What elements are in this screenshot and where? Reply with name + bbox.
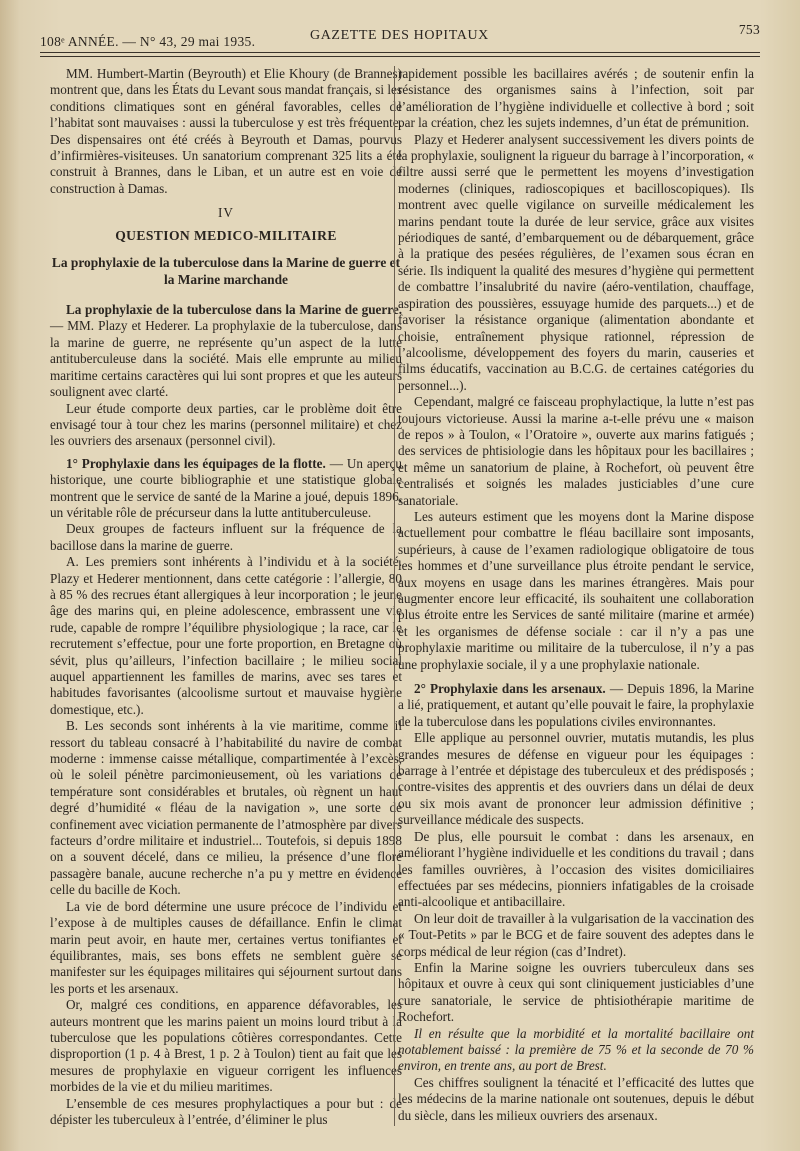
- paragraph: Ces chiffres soulignent la ténacité et l’efficacité des luttes que les médecins de la marine nationale ont soutenues, depuis le début du siècle, dans les milieux ouvriers des arsenaux.: [398, 1074, 754, 1123]
- paragraph: Enfin la Marine soigne les ouvriers tuberculeux dans ses hôpitaux et ouvre à ceux qui sont cliniquement justiciables d’une cure sanatoriale, le service de phtisiothérapie maritime de Rochefort.: [398, 959, 754, 1025]
- paragraph: [50, 456, 402, 522]
- running-header: [40, 22, 760, 50]
- paragraph: Or, malgré ces conditions, en apparence défavorables, les auteurs montrent que les marins paient un moins lourd tribut à la tuberculose que les populations côtières correspondantes. Cette disproportion (1 p. 4 à Brest, 1 p. 2 à Toulon) tient au fait que les mesures de prophylaxie en vigueur corrigent les influences morbides de la vie et du milieu maritimes.: [50, 997, 402, 1095]
- paragraph-body: — Un aperçu historique, une courte bibliographie et une statistique globale montrent que le service de santé de la Marine a joué, depuis 1896, un véritable rôle de précurseur dans la lutte antituberculeuse.: [50, 455, 402, 520]
- paragraph: Les auteurs estiment que les moyens dont la Marine dispose actuellement pour combattre le fléau bacillaire sont imposants, supérieurs, à cause de l’examen radiologique obligatoire de tous les hommes et d’une surveillance plus étroite pendant le service, aux moyens en usage dans les marines étrangères. Mais pour augmenter encore leur efficacité, ils souhaitent une collaboration plus étroite entre les Services de santé militaire (marine et armée) et les organismes de défense sociale : car il n’y a pas une prophylaxie maritime ou militaire de la tuberculose, il n’y a pas une prophylaxie sociale, il y a une prophylaxie nationale.: [398, 508, 754, 672]
- section-number: IV: [218, 205, 234, 221]
- paragraph: Deux groupes de facteurs influent sur la fréquence de la bacillose dans la marine de guerre.: [50, 521, 402, 553]
- paragraph: [50, 302, 402, 400]
- paragraph-body: — MM. Plazy et Hederer. La prophylaxie de la tuberculose, dans la marine de guerre, ne représente qu’un aspect de la lutte antituberculeuse dans la société. Mais elle emprunte au milieu maritime certains caractères qui lui sont propres et que les auteurs soulignent avec clarté.: [50, 318, 402, 400]
- paragraph: La vie de bord détermine une usure précoce de l’individu et l’expose à de multiples causes de défaillance. Enfin le climat marin peut avoir, en haute mer, certaines vertus tonifiantes et équilibrantes, mais, ses bons effets ne semblent guère se manifester sur les équipages militaires qui séjournent surtout dans les ports et les arsenaux.: [50, 898, 402, 996]
- page-number: 753: [738, 22, 760, 37]
- column-divider: [394, 66, 395, 1126]
- paragraph: De plus, elle poursuit le combat : dans les arsenaux, en améliorant l’hygiène individuelle et les conditions du travail ; dans les familles ouvrières, à l’occasion des visites domiciliaires effectuées par ses médecins, pionniers infatigables de la croisade anti-alcoolique et antibacillaire.: [398, 828, 754, 910]
- header-rule: [40, 52, 760, 53]
- header-rule-thin: [40, 56, 760, 57]
- journal-title: GAZETTE DES HOPITAUX: [310, 28, 489, 43]
- paragraph: L’ensemble de ces mesures prophylactiques a pour but : de dépister les tuberculeux à l’entrée, d’éliminer le plus: [50, 1095, 402, 1127]
- paragraph: MM. Humbert-Martin (Beyrouth) et Elie Khoury (de Brannes) montrent que, dans les États du Levant sous mandat français, si les conditions climatiques sont en général favorables, celles de l’habitat sont mauvaises : aussi la tuberculose y est très fréquente. Des dispensaires ont été créés à Beyrouth et Damas, pourvus d’infirmières-visiteuses. Un sanatorium comprenant 325 lits a été construit à Brannes, dans le Liban, et un autre est en voie de construction à Damas.: [50, 66, 402, 196]
- section-subtitle: La prophylaxie de la tuberculose dans la Marine de guerre et la Marine marchande: [51, 255, 401, 288]
- paragraph: rapidement possible les bacillaires avérés ; de soutenir enfin la résistance des organismes sains à l’infection, soit par l’amélioration de l’hygiène individuelle et collective à bord ; soit par la création, chez les sujets indemnes, d’un état de prémunition.: [398, 66, 754, 131]
- paragraph: Cependant, malgré ce faisceau prophylactique, la lutte n’est pas toujours victorieuse. Aussi la marine a-t-elle prévu une « maison de repos » à Toulon, « l’Oratoire », ouverte aux marins fatigués ; des services de phtisiologie dans les hôpitaux pour les bacillaires ; et même un sanatorium de plaine, à Rochefort, où peuvent être centralisés et soignés les malades justiciables d’une cure sanatoriale.: [398, 394, 754, 508]
- paragraph-lead: 1° Prophylaxie dans les équipages de la flotte.: [66, 455, 326, 471]
- right-column: [398, 66, 754, 1124]
- paragraph-body: — Depuis 1896, la Marine a lié, pratiquement, et autant qu’elle pouvait le faire, la prophylaxie de la tuberculose dans les populations civiles environnantes.: [398, 681, 754, 729]
- paragraph-lead: 2° Prophylaxie dans les arsenaux.: [414, 681, 606, 697]
- paragraph: Leur étude comporte deux parties, car le problème doit être envisagé tour à tour chez les marins (personnel militaire) et chez les ouvriers des arsenaux (personnel civil).: [50, 400, 402, 449]
- paragraph-lead: La prophylaxie de la tuberculose dans la Marine de guerre.: [66, 302, 402, 318]
- paragraph: A. Les premiers sont inhérents à l’individu et à la société. Plazy et Hederer mentionnent, dans cette catégorie : l’allergie, 80 à 85 % des recrues étant allergiques à leur incorporation ; le jeune âge des marins qui, en pleine adolescence, embrassent une vie rude, capable de rompre l’équilibre physiologique ; la race, car le recrutement s’effectue, pour une forte proportion, en Bretagne où sévit, plus qu’ailleurs, l’infection bacillaire ; le milieu social auquel appartiennent les familles de marins, avec ses tares et habitudes favorisantes (alcoolisme surtout et mauvaise hygiène domestique, etc.).: [50, 554, 402, 717]
- paragraph: [398, 681, 754, 730]
- paragraph: On leur doit de travailler à la vulgarisation de la vaccination des « Tout-Petits » par le BCG et de faire souvent des adeptes dans le corps médical de leur région (cas d’Indret).: [398, 910, 754, 959]
- left-column: [50, 66, 402, 1128]
- paragraph: Il en résulte que la morbidité et la mortalité bacillaire ont notablement baissé : la première de 75 % et la seconde de 70 % environ, en trente ans, au port de Brest.: [398, 1025, 754, 1074]
- paragraph: Plazy et Hederer analysent successivement les divers points de la prophylaxie, soulignent la rigueur du barrage à l’incorporation, « filtre aussi serré que le permettent les moyens d’investigation modernes (cliniques, radioscopiques et bacilloscopiques). Ils montrent avec quelle vigilance on surveille médicalement les marins pendant toute la durée de leur service, grâce aux visites périodiques de santé, d’embarquement ou de débarquement, grâce à la pratique des pesées régulières, de l’examen sous écran en série. Ils indiquent la qualité des mesures d’hygiène qui permettent de combattre l’insalubrité du navire (aéro-ventilation, chauffage, aspiration des poussières, essuyage humide des parquets...) et de favoriser la résistance organique (alimentation abondante et choisie, entraînement physique rationnel, répression de l’alcoolisme, développement des foyers du marin, causeries et films éducatifs, vaccination au B.C.G. de certaines catégories du personnel...).: [398, 131, 754, 393]
- paragraph: Elle applique au personnel ouvrier, mutatis mutandis, les plus grandes mesures de défense en vigueur pour les équipages : barrage à l’entrée et dépistage des tuberculeux et des prédisposés ; contre-visites des apprentis et des ouvriers dans un délai de deux ou six mois avant de prononcer leur admission définitive ; surveillance médicale des suspects.: [398, 730, 754, 828]
- paragraph: B. Les seconds sont inhérents à la vie maritime, comme il ressort du tableau consacré à l’habitabilité du navire de combat moderne : immense caisse métallique, compartimentée à l’excès, où le soleil pénètre parcimonieusement, où les variations de température sont considérables et brutales, où règnent un haut degré d’humidité « fléau de la navigation », une sorte de confinement avec viciation permanente de l’atmosphère par divers facteurs d’ordre militaire et industriel... Toutefois, si depuis 1898 on a souvent décelé, dans ce milieu, la présence d’une flore passagère banale, aucune recherche n’a pu y mettre en évidence celle du bacille de Koch.: [50, 718, 402, 898]
- section-title: QUESTION MEDICO-MILITAIRE: [115, 227, 337, 243]
- issue-info: 108ᵉ ANNÉE. — N° 43, 29 mai 1935.: [40, 34, 256, 49]
